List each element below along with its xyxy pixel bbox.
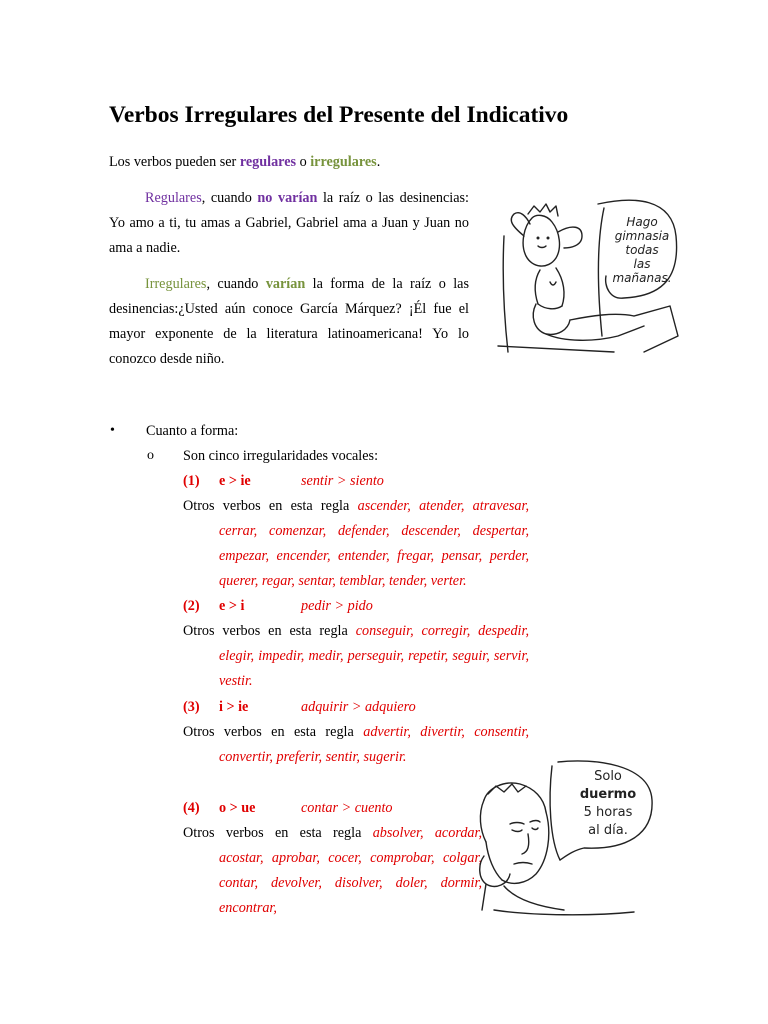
others-label: Otros verbos en esta regla (183, 825, 362, 841)
regulares-term: regulares (239, 154, 297, 170)
bubble-line-2: gimnasia (614, 229, 670, 243)
irregulares-paragraph (109, 272, 469, 372)
rule-4-body (183, 821, 482, 921)
irregulares-text-a: , cuando (206, 276, 266, 292)
irregulares-emphasis: varían (265, 276, 306, 292)
rule-example: adquirir > adquiero (301, 699, 416, 715)
regulares-text-b: la raíz o las desinencias: Yo amo a ti, tu amas a Gabriel, Gabriel ama a Juan y Juan no ama a nadie. (109, 190, 469, 256)
rule-example: pedir > pido (301, 598, 373, 614)
rule-vowel-change: i > ie (219, 699, 249, 715)
sub-bullet-text: Son cinco irregularidades vocales: (183, 448, 379, 464)
rule-example: contar > cuento (301, 800, 393, 816)
bubble-line-1: Solo (594, 769, 622, 784)
others-label: Otros verbos en esta regla (183, 498, 350, 514)
bubble-line-3: 5 horas (583, 805, 633, 820)
tired-man-cartoon-image (474, 760, 664, 920)
intro-conjunction: o (296, 154, 311, 170)
rule-verbs: advertir, divertir, consentir, convertir, preferir, sentir, sugerir. (219, 724, 530, 765)
regulares-text-a: , cuando (201, 190, 258, 206)
rule-number: (2) (183, 598, 200, 614)
sub-bullet-marker: o (147, 448, 154, 463)
bubble-line-4: al día. (588, 823, 628, 838)
bullet-marker: • (110, 423, 115, 438)
rule-number: (3) (183, 699, 200, 715)
irregulares-term: irregulares (310, 154, 377, 170)
rule-1-body (183, 494, 529, 594)
regulares-paragraph (109, 186, 469, 261)
others-label: Otros verbos en esta regla (183, 724, 354, 740)
bubble-line-5: mañanas. (612, 271, 672, 285)
rule-number: (1) (183, 473, 200, 489)
bubble-line-3: todas (625, 243, 659, 257)
intro-text: Los verbos pueden ser (109, 154, 240, 170)
rule-example: sentir > siento (301, 473, 384, 489)
regulares-emphasis: no varían (257, 190, 318, 206)
irregulares-label: Irregulares (145, 276, 207, 292)
bubble-line-2: duermo (579, 787, 637, 802)
gymnastics-cartoon-image (494, 196, 684, 356)
bullet-text: Cuanto a forma: (146, 423, 239, 439)
bubble-line-4: las (633, 257, 651, 271)
rule-2-body (183, 619, 529, 694)
others-label: Otros verbos en esta regla (183, 623, 348, 639)
bubble-line-1: Hago (626, 215, 658, 229)
regulares-label: Regulares (145, 190, 202, 206)
page-title: Verbos Irregulares del Presente del Indicativo (109, 102, 569, 128)
rule-vowel-change: e > i (219, 598, 245, 614)
rule-verbs: absolver, acordar, acostar, aprobar, cocer, comprobar, colgar, contar, devolver, disolver, doler, dormir, encontrar, (219, 825, 483, 916)
intro-end: . (376, 154, 381, 170)
rule-verbs: ascender, atender, atravesar, cerrar, comenzar, defender, descender, despertar, empezar, encender, entender, fregar, pensar, perder, querer, regar, sentar, temblar, tender, verter. (219, 498, 530, 589)
rule-verbs: conseguir, corregir, despedir, elegir, impedir, medir, perseguir, repetir, seguir, servir, vestir. (219, 623, 529, 689)
irregulares-text-b: la forma de la raíz o las desinencias:¿Usted aún conoce García Márquez? ¡Él fue el mayor exponente de la literatura latinoamericana! Yo lo conozco desde niño. (109, 276, 469, 367)
intro-paragraph (109, 150, 509, 175)
rule-vowel-change: e > ie (219, 473, 251, 489)
rule-number: (4) (183, 800, 200, 816)
rule-vowel-change: o > ue (219, 800, 256, 816)
